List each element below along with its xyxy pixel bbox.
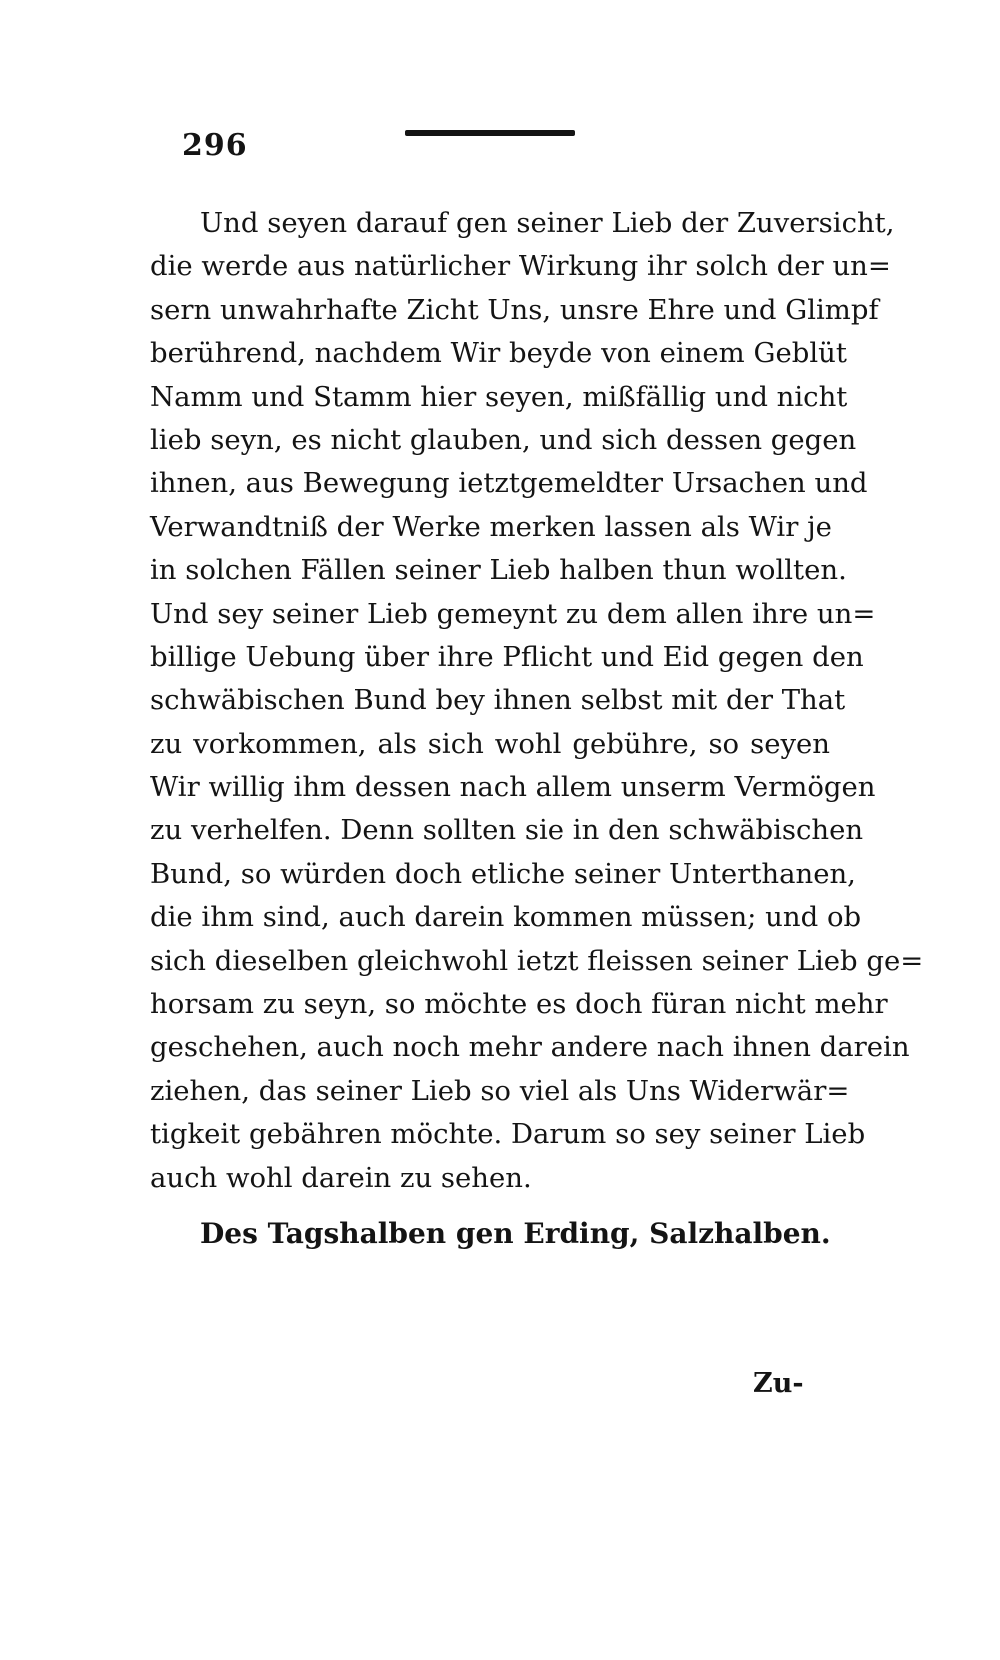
text-line: zu vorkommen, als sich wohl gebühre, so seyen <box>150 727 830 760</box>
text-line: Wir willig ihm dessen nach allem unserm Vermögen <box>150 771 876 804</box>
catchword: Zu- <box>753 1368 804 1399</box>
body-text <box>150 202 924 1200</box>
text-line: geschehen, auch noch mehr andere nach ihnen darein <box>150 1031 910 1064</box>
text-line: berührend, nachdem Wir beyde von einem Geblüt <box>150 337 847 370</box>
text-line: auch wohl darein zu sehen. <box>150 1161 532 1194</box>
header-rule <box>405 130 575 136</box>
text-line: Namm und Stamm hier seyen, mißfällig und nicht <box>150 380 848 413</box>
text-line: ziehen, das seiner Lieb so viel als Uns Widerwär= <box>150 1074 850 1107</box>
text-line: Bund, so würden doch etliche seiner Unterthanen, <box>150 857 856 890</box>
text-line: zu verhelfen. Denn sollten sie in den schwäbischen <box>150 814 864 847</box>
text-line: sern unwahrhafte Zicht Uns, unsre Ehre und Glimpf <box>150 293 879 326</box>
page-number: 296 <box>182 128 248 163</box>
text-line: sich dieselben gleichwohl ietzt fleissen seiner Lieb ge= <box>150 944 924 977</box>
text-line: billige Uebung über ihre Pflicht und Eid gegen den <box>150 640 864 673</box>
text-line: die ihm sind, auch darein kommen müssen; und ob <box>150 901 862 934</box>
text-line: ihnen, aus Bewegung ietztgemeldter Ursachen und <box>150 467 868 500</box>
text-line: schwäbischen Bund bey ihnen selbst mit der That <box>150 684 846 717</box>
text-line: Und seyen darauf gen seiner Lieb der Zuversicht, <box>200 207 895 239</box>
text-line: Verwandtniß der Werke merken lassen als Wir je <box>150 510 832 543</box>
text-line: lieb seyn, es nicht glauben, und sich dessen gegen <box>150 423 857 456</box>
text-line: tigkeit gebähren möchte. Darum so sey seiner Lieb <box>150 1118 866 1151</box>
text-line: horsam zu seyn, so möchte es doch füran nicht mehr <box>150 988 888 1021</box>
text-line: in solchen Fällen seiner Lieb halben thun wollten. <box>150 554 847 587</box>
section-heading: Des Tagshalben gen Erding, Salzhalben. <box>200 1217 831 1250</box>
text-line: Und sey seiner Lieb gemeynt zu dem allen ihre un= <box>150 597 876 630</box>
text-line: die werde aus natürlicher Wirkung ihr solch der un= <box>150 250 891 283</box>
